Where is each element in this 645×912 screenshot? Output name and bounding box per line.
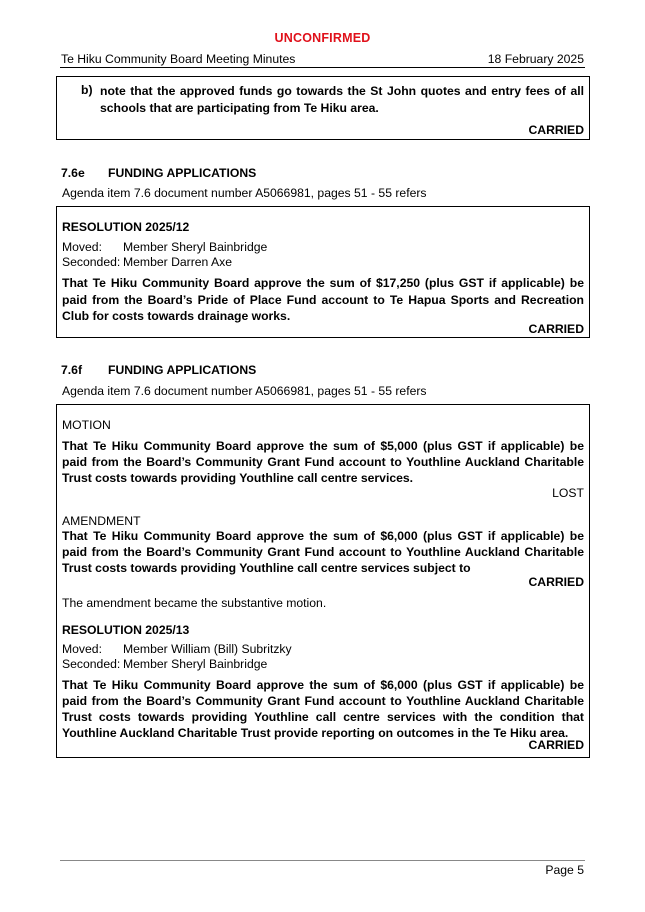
resolution-text: That Te Hiku Community Board approve the sum of $17,250 (plus GST if applicable) be paid from the Board’s Pride of Place Fund account to Te Hapua Sports and Recreation Club for costs towards drainage works.: [62, 276, 584, 323]
motion-label: MOTION: [62, 418, 111, 432]
carry-over-box: [56, 76, 590, 140]
document-title: Te Hiku Community Board Meeting Minutes: [61, 52, 296, 66]
substantive-note: The amendment became the substantive motion.: [62, 596, 327, 610]
carry-over-outcome: CARRIED: [528, 123, 584, 137]
moved-label: Moved:: [62, 642, 102, 656]
amendment-text: That Te Hiku Community Board approve the sum of $6,000 (plus GST if applicable) be paid from the Board’s Community Grant Fund account to Youthline Auckland Charitable Trust costs towards providing Youthline call centre services subject to: [62, 529, 584, 575]
seconded-by: Member Darren Axe: [123, 255, 233, 269]
seconded-line: [62, 657, 267, 671]
moved-label: Moved:: [62, 240, 102, 254]
section-title: FUNDING APPLICATIONS: [108, 363, 257, 377]
motion-text: That Te Hiku Community Board approve the sum of $5,000 (plus GST if applicable) be paid from the Board’s Community Grant Fund account to Youthline Auckland Charitable Trust costs towards providing Youthline call centre services.: [62, 439, 584, 485]
section-number: 7.6e: [61, 166, 85, 180]
motion-outcome: LOST: [552, 486, 584, 500]
resolution-outcome: CARRIED: [528, 738, 584, 752]
footer-rule: [60, 860, 585, 861]
moved-by: Member William (Bill) Subritzky: [123, 642, 292, 656]
agenda-reference: Agenda item 7.6 document number A5066981, pages 51 - 55 refers: [62, 186, 427, 200]
carry-over-text: note that the approved funds go towards the St John quotes and entry fees of all schools that are participating from Te Hiku area.: [100, 84, 584, 115]
seconded-by: Member Sheryl Bainbridge: [123, 657, 268, 671]
unconfirmed-stamp: UNCONFIRMED: [274, 31, 371, 45]
resolution-title: RESOLUTION 2025/13: [62, 623, 190, 637]
section-number: 7.6f: [61, 363, 83, 377]
seconded-line: [62, 255, 232, 269]
agenda-reference: Agenda item 7.6 document number A5066981, pages 51 - 55 refers: [62, 384, 427, 398]
meeting-date: 18 February 2025: [487, 52, 584, 66]
amendment-label: AMENDMENT: [62, 514, 141, 528]
moved-by: Member Sheryl Bainbridge: [123, 240, 268, 254]
amendment-outcome: CARRIED: [528, 575, 584, 589]
resolution-outcome: CARRIED: [528, 322, 584, 336]
seconded-label: Seconded:: [62, 255, 121, 269]
seconded-label: Seconded:: [62, 657, 121, 671]
page-number: Page 5: [545, 863, 584, 877]
resolution-box-2025-13: [56, 404, 590, 758]
section-title: FUNDING APPLICATIONS: [108, 166, 257, 180]
resolution-text: That Te Hiku Community Board approve the sum of $6,000 (plus GST if applicable) be paid from the Board’s Community Grant Fund account to Youthline Auckland Charitable Trust costs towards providing Youthline call centre services with the condition that Youthline Auckland Charitable Trust provide reporting on outcomes in the Te Hiku area.: [62, 678, 584, 740]
carry-over-marker: b): [81, 83, 93, 97]
resolution-title: RESOLUTION 2025/12: [62, 220, 190, 234]
header-rule: [60, 67, 585, 68]
moved-line: [62, 642, 292, 656]
moved-line: [62, 240, 267, 254]
resolution-box-2025-12: [56, 206, 590, 338]
